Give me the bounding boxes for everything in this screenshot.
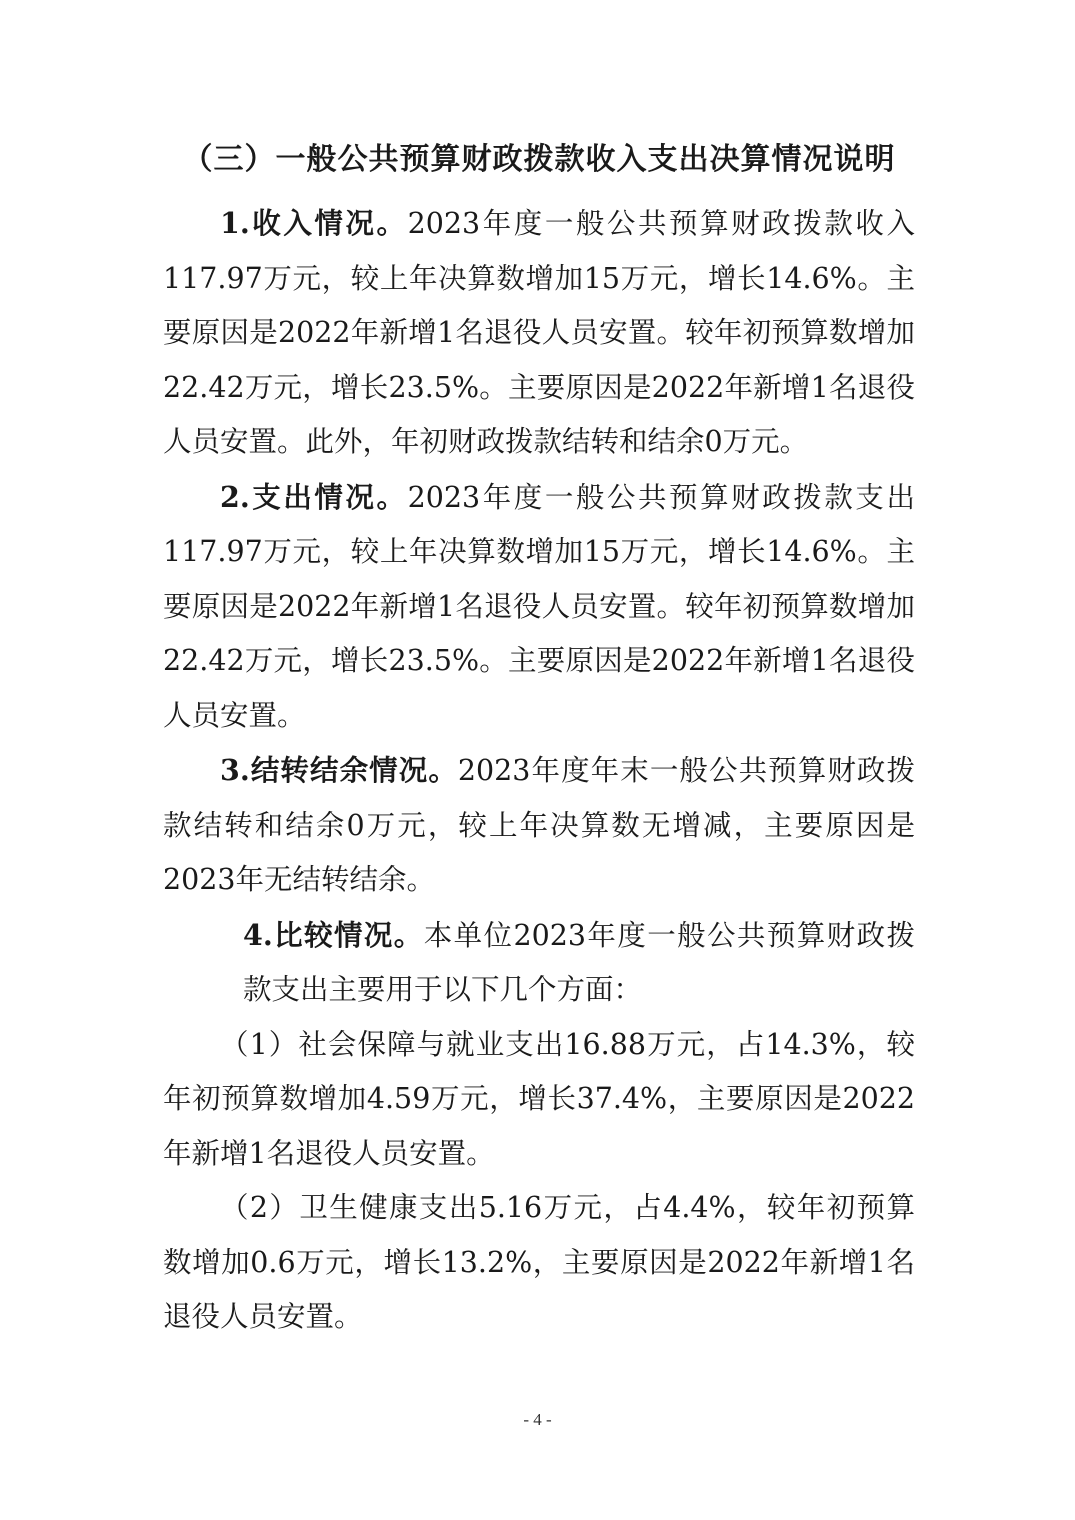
paragraph-carryover xyxy=(163,743,915,908)
page-number: - 4 - xyxy=(523,1410,552,1429)
paragraph-text: 2023年度一般公共预算财政拨款收入117.97万元，较上年决算数增加15万元，增长14.6%。主要原因是2022年新增1名退役人员安置。较年初预算数增加22.42万元，增长23.5%。主要原因是2022年新增1名退役人员安置。此外，年初财政拨款结转和结余0万元。 xyxy=(163,207,915,458)
paragraph-text: 本单位2023年度一般公共预算财政拨款支出主要用于以下几个方面： xyxy=(243,918,915,1006)
paragraph-lead: 2.支出情况。 xyxy=(220,479,408,514)
paragraph-text: （1）社会保障与就业支出16.88万元，占14.3%，较年初预算数增加4.59万元，增长37.4%，主要原因是2022年新增1名退役人员安置。 xyxy=(163,1027,915,1170)
paragraph-social-security xyxy=(163,1018,915,1182)
paragraph-health xyxy=(163,1181,915,1345)
paragraph-text: 2023年度年末一般公共预算财政拨款结转和结余0万元，较上年决算数无增减，主要原因是2023年无结转结余。 xyxy=(163,754,915,896)
paragraph-text: 2023年度一般公共预算财政拨款支出117.97万元，较上年决算数增加15万元，增长14.6%。主要原因是2022年新增1名退役人员安置。较年初预算数增加22.42万元，增长23.5%。主要原因是2022年新增1名退役人员安置。 xyxy=(163,480,915,732)
document-body xyxy=(163,196,915,1345)
paragraph-comparison xyxy=(163,908,915,1018)
paragraph-lead: 1.收入情况。 xyxy=(220,206,408,240)
paragraph-lead: 3.结转结余情况。 xyxy=(220,753,458,787)
paragraph-expenditure xyxy=(163,470,915,744)
paragraph-text: （2）卫生健康支出5.16万元，占4.4%，较年初预算数增加0.6万元，增长13.2%，主要原因是2022年新增1名退役人员安置。 xyxy=(163,1191,915,1333)
paragraph-lead: 4.比较情况。 xyxy=(243,917,424,952)
section-heading: （三）一般公共预算财政拨款收入支出决算情况说明 xyxy=(182,142,896,177)
paragraph-income xyxy=(163,196,915,470)
